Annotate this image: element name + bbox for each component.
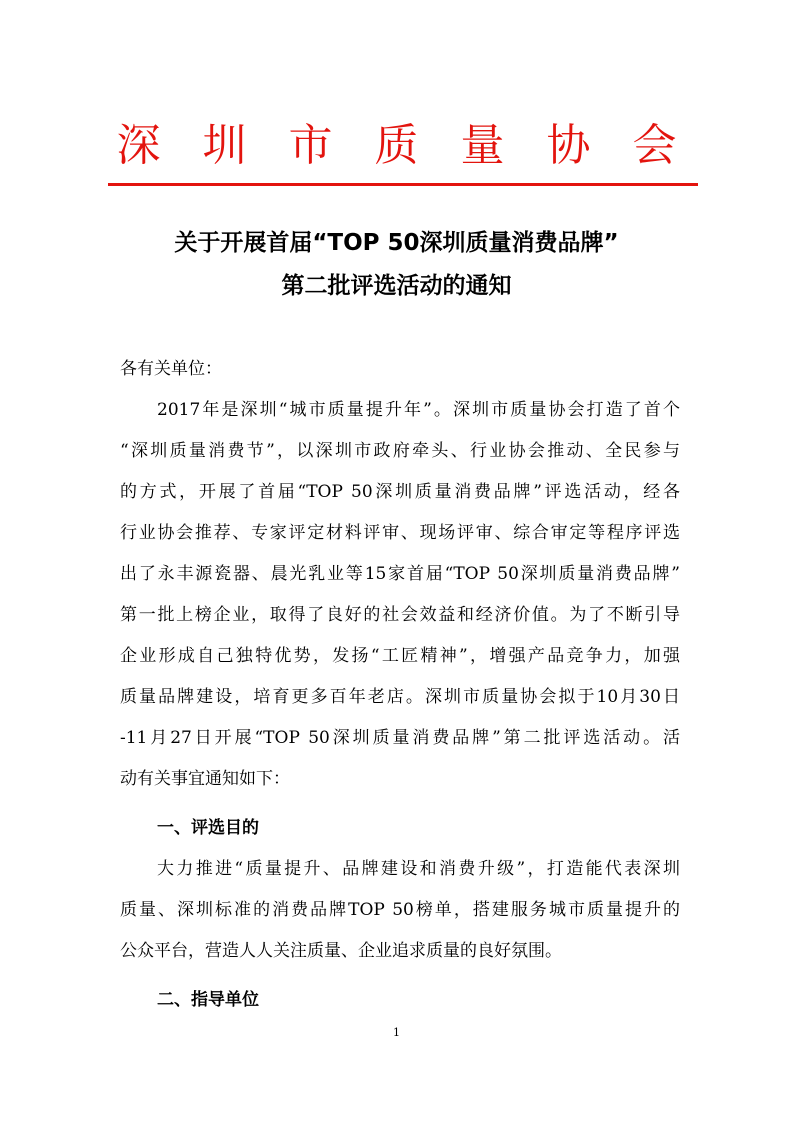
- paragraph-2-line: 质量、深圳标准的消费品牌TOP 50榜单，搭建服务城市质量提升的: [120, 900, 680, 920]
- paragraph-1-line: 动有关事宜通知如下：: [120, 769, 290, 789]
- paragraph-1-line: “深圳质量消费节”，以深圳市政府牵头、行业协会推动、全民参与: [120, 441, 680, 461]
- header-divider: [108, 183, 698, 186]
- salutation: 各有关单位：: [120, 359, 222, 379]
- document-title-line-1: 关于开展首届“TOP 50深圳质量消费品牌”: [174, 230, 619, 256]
- paragraph-1-line: -11月27日开展“TOP 50深圳质量消费品牌”第二批评选活动。活: [120, 728, 680, 748]
- paragraph-1-line: 出了永丰源瓷器、晨光乳业等15家首届“TOP 50深圳质量消费品牌”: [120, 564, 680, 584]
- paragraph-1-line: 2017年是深圳“城市质量提升年”。深圳市质量协会打造了首个: [157, 400, 680, 420]
- page-number: 1: [393, 1026, 400, 1039]
- section-1-heading: 一、评选目的: [157, 818, 259, 838]
- organization-header: 深 圳 市 质 量 协 会: [116, 120, 691, 171]
- paragraph-1-line: 的方式，开展了首届“TOP 50深圳质量消费品牌”评选活动，经各: [120, 482, 680, 502]
- paragraph-2-line: 大力推进“质量提升、品牌建设和消费升级”，打造能代表深圳: [157, 859, 680, 879]
- paragraph-1-line: 行业协会推荐、专家评定材料评审、现场评审、综合审定等程序评选: [120, 523, 680, 543]
- paragraph-1-line: 质量品牌建设，培育更多百年老店。深圳市质量协会拟于10月30日: [120, 687, 680, 707]
- paragraph-2-line: 公众平台，营造人人关注质量、企业追求质量的良好氛围。: [120, 941, 562, 961]
- section-2-heading: 二、指导单位: [157, 990, 259, 1010]
- paragraph-1-line: 第一批上榜企业，取得了良好的社会效益和经济价值。为了不断引导: [120, 605, 680, 625]
- paragraph-1-line: 企业形成自己独特优势，发扬“工匠精神”，增强产品竞争力，加强: [120, 646, 680, 666]
- document-title-line-2: 第二批评选活动的通知: [281, 273, 512, 299]
